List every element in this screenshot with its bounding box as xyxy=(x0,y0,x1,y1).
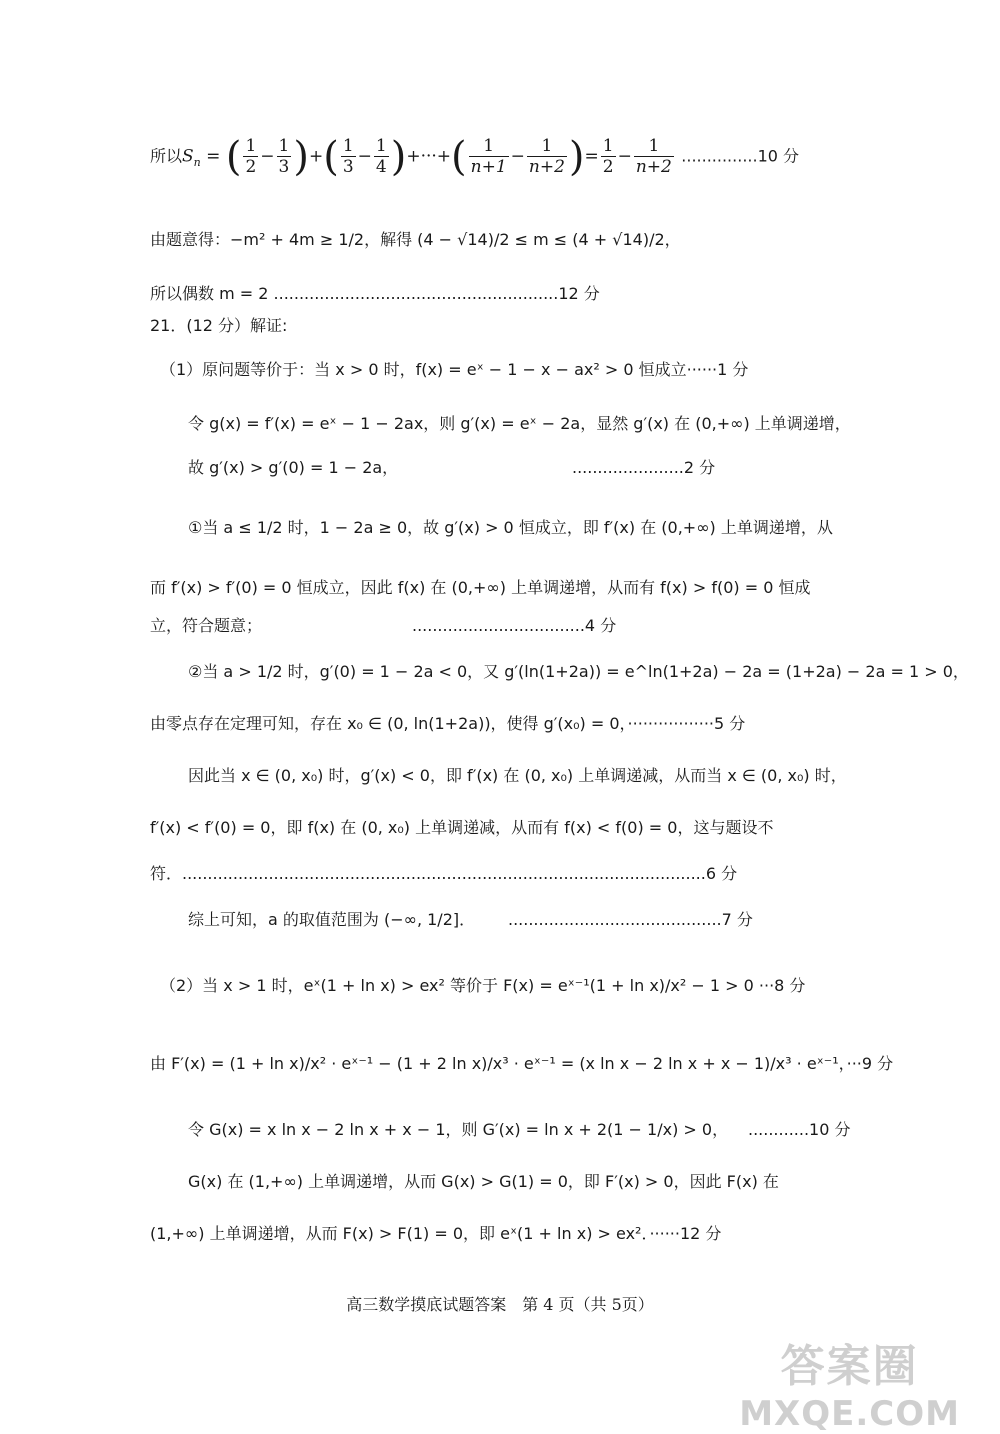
line-19 xyxy=(188,1120,851,1139)
line-19-score: ............10 分 xyxy=(748,1120,851,1139)
line-20: G(x) 在 (1,+∞) 上单调递增，从而 G(x) > G(1) = 0，即 F′(x) > 0，因此 F(x) 在 xyxy=(188,1172,779,1191)
line-14: f′(x) < f′(0) = 0，即 f(x) 在 (0, x₀) 上单调递减，从而有 f(x) < f(0) = 0，这与题设不 xyxy=(150,818,774,837)
line-5: （1）原问题等价于：当 x > 0 时，f(x) = eˣ − 1 − x − ax² > 0 恒成立······1 分 xyxy=(160,360,749,379)
line-10 xyxy=(150,616,617,635)
watermark-top: 答案圈 xyxy=(780,1341,919,1392)
line-16 xyxy=(188,910,753,929)
watermark-bottom: MXQE.COM xyxy=(739,1394,960,1434)
line-13: 因此当 x ∈ (0, x₀) 时，g′(x) < 0，即 f′(x) 在 (0, x₀) 上单调递减，从而当 x ∈ (0, x₀) 时， xyxy=(188,766,847,785)
line-1-eq: = xyxy=(200,146,226,167)
line-1-sn: S xyxy=(182,146,194,167)
line-18: 由 F′(x) = (1 + ln x)/x² · eˣ⁻¹ − (1 + 2 ln x)/x³ · eˣ⁻¹ = (x ln x − 2 ln x + x − 1)/x³ · eˣ⁻¹，···9 分 xyxy=(150,1054,894,1073)
page-footer: 高三数学摸底试题答案 第 4 页（共 5页） xyxy=(346,1295,654,1314)
line-19-text: 令 G(x) = x ln x − 2 ln x + x − 1，则 G′(x) = ln x + 2(1 − 1/x) > 0， xyxy=(188,1120,729,1139)
line-15: 符．.......................................................................................................6 分 xyxy=(150,864,738,883)
line-7-text: 故 g′(x) > g′(0) = 1 − 2a， xyxy=(188,458,399,477)
line-2: 由题意得：−m² + 4m ≥ 1/2，解得 (4 − √14)/2 ≤ m ≤ (4 + √14)/2， xyxy=(150,230,681,249)
line-11: ②当 a > 1/2 时，g′(0) = 1 − 2a < 0，又 g′(ln(1+2a)) = e^ln(1+2a) − 2a = (1+2a) − 2a = 1 > 0， xyxy=(188,662,969,681)
line-1: 所以$S_n$ = ( $\frac{1}{2}$ − $\frac{1}{3}$ )+( $\frac{1}{3}$ − $\frac{1}{4}$ )+···+( $\frac{1}{n+1}$ − $\frac{1}{n+2}$ )= $\frac{1}{2}$ − $\frac{1}{n+2}$ ...............10 分 xyxy=(150,133,800,180)
line-4-question-header: 21．(12 分）解证: xyxy=(150,316,288,335)
line-1-sub: n xyxy=(193,155,201,169)
line-12: 由零点存在定理可知，存在 x₀ ∈ (0, ln(1+2a))，使得 g′(x₀) = 0，·················5 分 xyxy=(150,714,746,733)
line-3: 所以偶数 m = 2 ........................................................12 分 xyxy=(150,284,600,303)
line-6: 令 g(x) = f′(x) = eˣ − 1 − 2ax，则 g′(x) = eˣ − 2a，显然 g′(x) 在 (0,+∞) 上单调递增， xyxy=(188,414,851,433)
line-8: ①当 a ≤ 1/2 时，1 − 2a ≥ 0，故 g′(x) > 0 恒成立，即 f′(x) 在 (0,+∞) 上单调递增，从 xyxy=(188,518,833,537)
line-1-score: ...............10 分 xyxy=(681,146,800,166)
line-10-text: 立，符合题意； xyxy=(150,616,263,635)
line-9: 而 f′(x) > f′(0) = 0 恒成立，因此 f(x) 在 (0,+∞) 上单调递增，从而有 f(x) > f(0) = 0 恒成 xyxy=(150,578,811,597)
line-21: (1,+∞) 上单调递增，从而 F(x) > F(1) = 0，即 eˣ(1 + ln x) > ex²．······12 分 xyxy=(150,1224,722,1243)
watermark xyxy=(739,1330,960,1434)
line-7 xyxy=(188,458,716,477)
line-1-prefix: 所以 xyxy=(150,146,183,166)
line-16-text: 综上可知，a 的取值范围为 (−∞, 1/2]． xyxy=(188,910,476,929)
line-10-score: ..................................4 分 xyxy=(412,616,617,635)
line-16-score: ..........................................7 分 xyxy=(508,910,753,929)
line-17: （2）当 x > 1 时，eˣ(1 + ln x) > ex² 等价于 F(x) = eˣ⁻¹(1 + ln x)/x² − 1 > 0 ···8 分 xyxy=(160,976,806,995)
line-7-score: ......................2 分 xyxy=(572,458,716,477)
